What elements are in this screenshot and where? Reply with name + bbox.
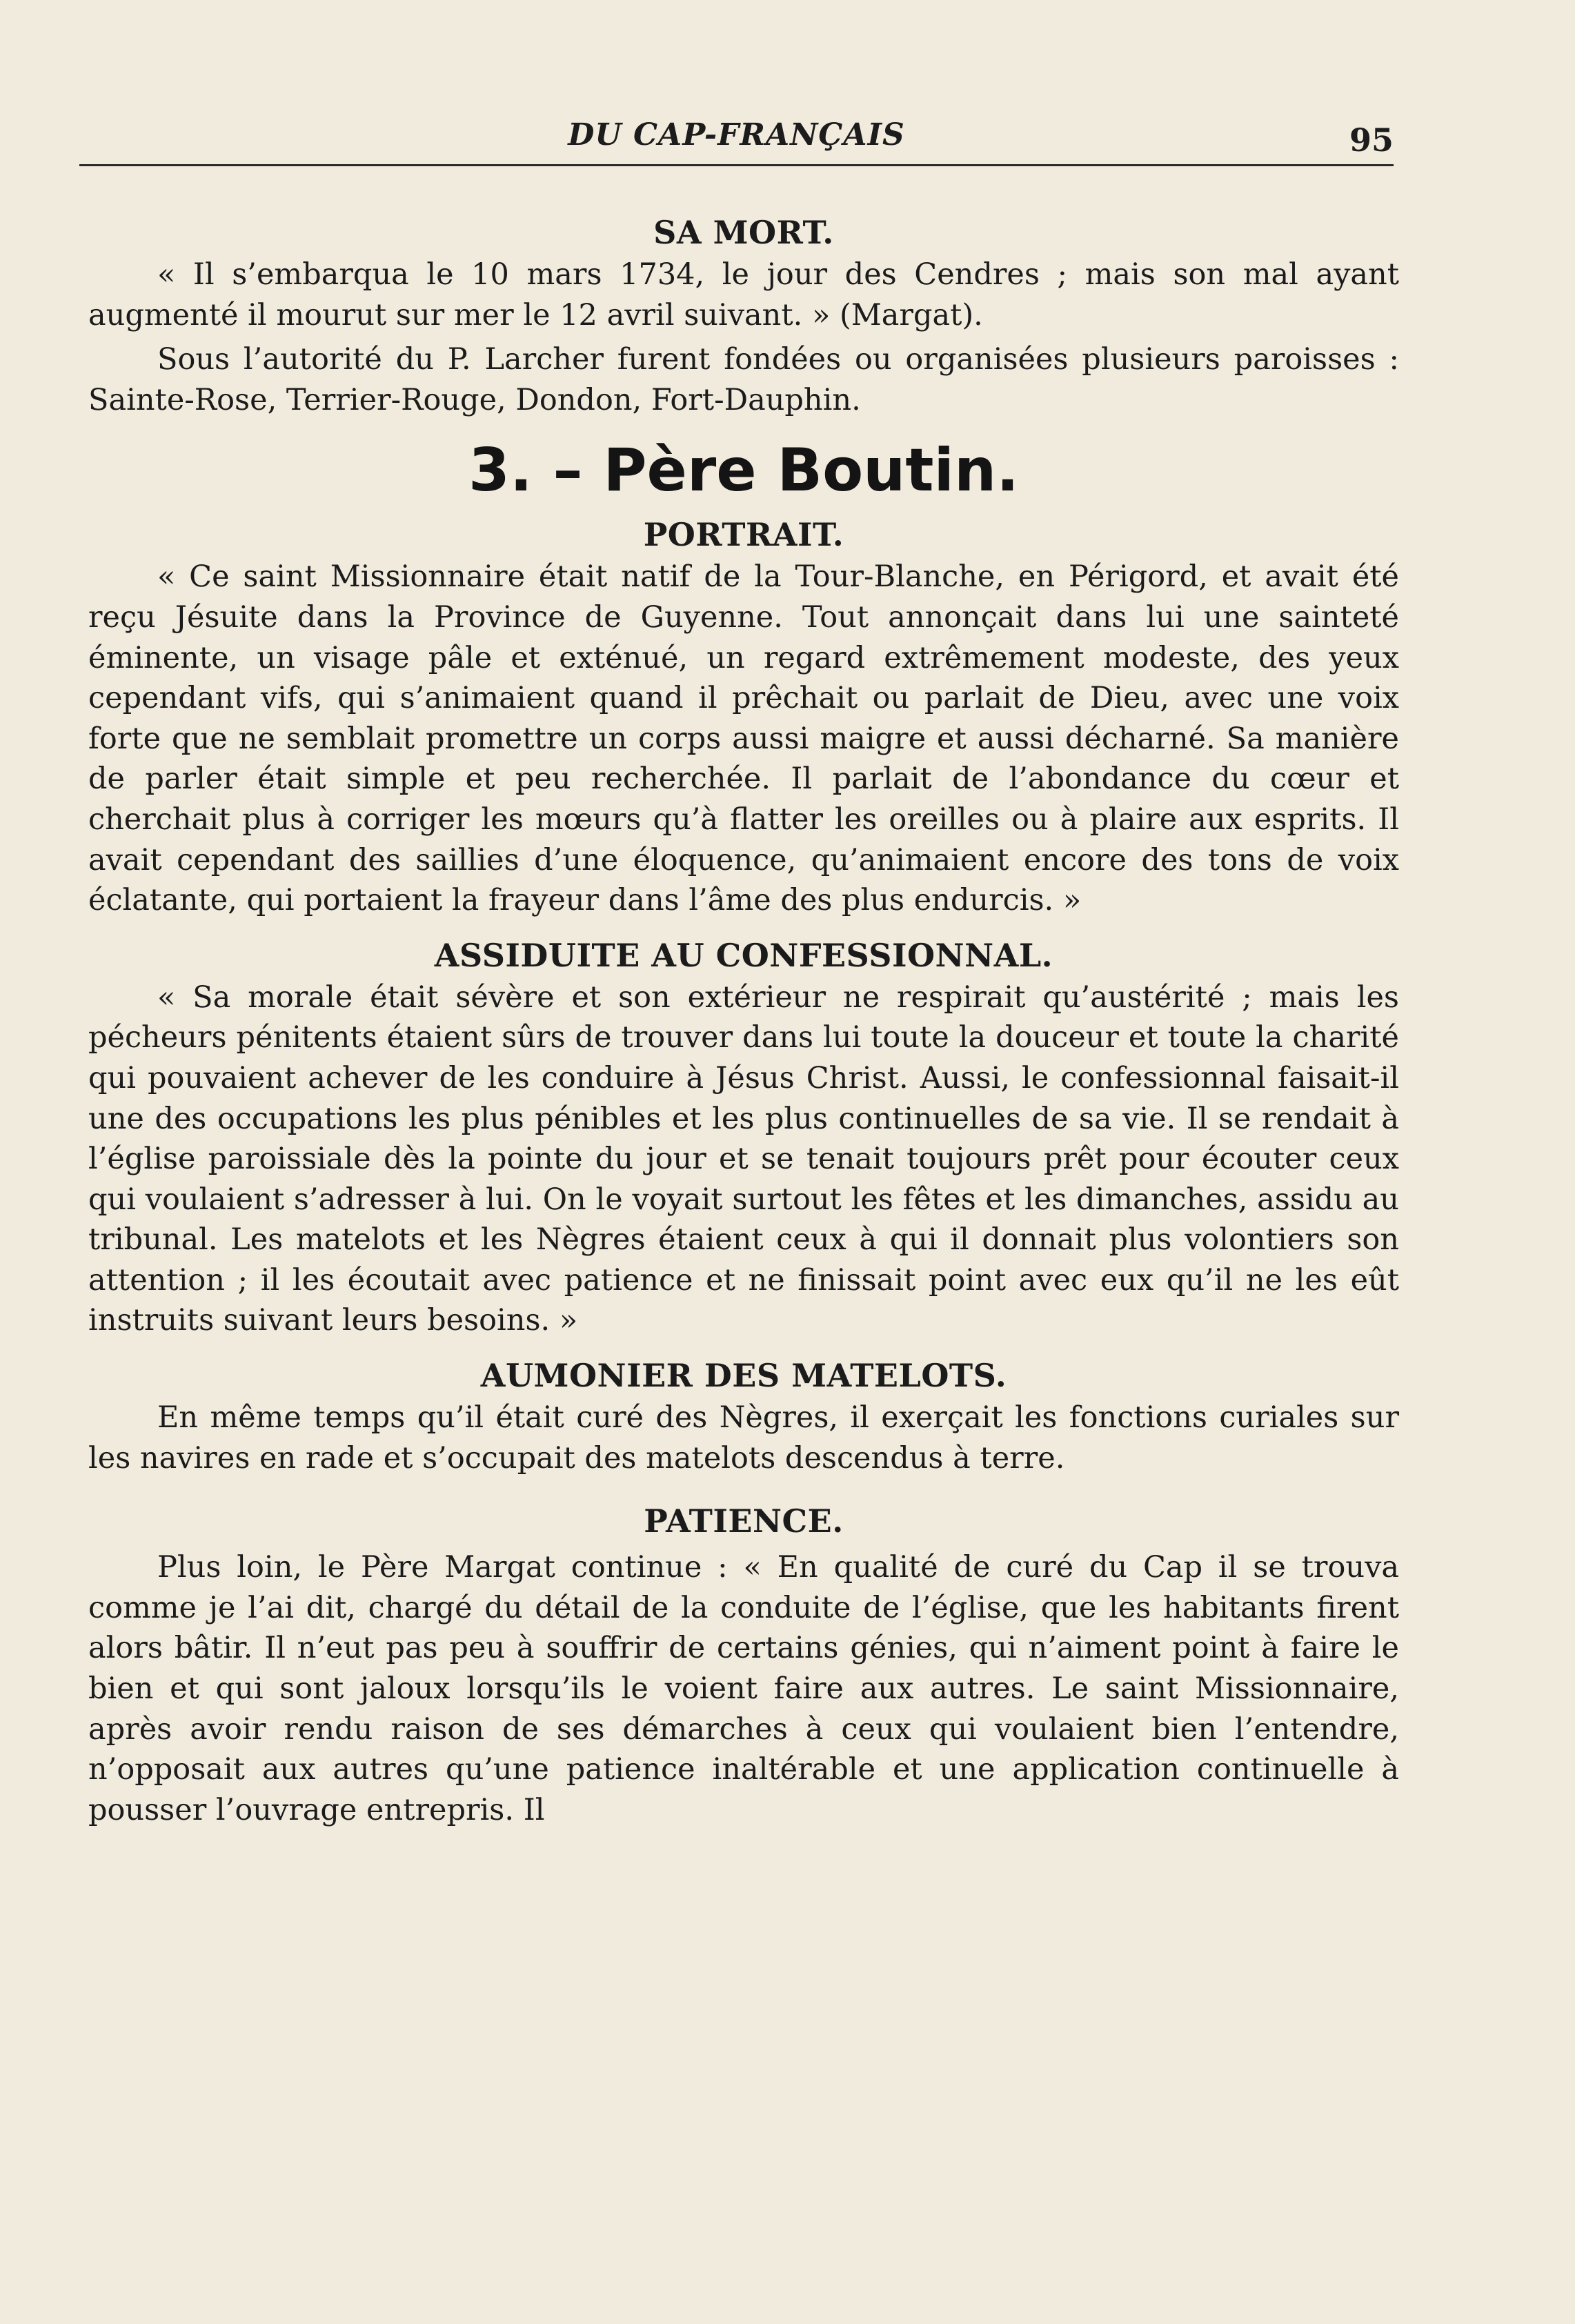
paragraph-sa-mort-2: Sous l’autorité du P. Larcher furent fondées ou organisées plusieurs paroisses : Sainte-Rose, Terrier-Rouge, Dondon, Fort-Dauphin.: [88, 342, 1399, 417]
heading-assiduite: ASSIDUITE AU CONFESSIONNAL.: [434, 936, 1053, 974]
page-number: 95: [1349, 121, 1394, 159]
chapter-title: 3. – Père Boutin.: [468, 436, 1019, 506]
heading-patience: PATIENCE.: [644, 1502, 844, 1540]
page-header: [79, 110, 1394, 166]
paragraph-aumonier: En même temps qu’il était curé des Nègres, il exerçait les fonctions curiales sur les navires en rade et s’occupait des matelots descendus à terre.: [88, 1400, 1399, 1476]
heading-portrait: PORTRAIT.: [643, 516, 844, 554]
paragraph-assiduite: « Sa morale était sévère et son extérieur ne respirait qu’austérité ; mais les pécheurs pénitents étaient sûrs de trouver dans lui toute la douceur et toute la charité qui pouvaient achever de les conduire à Jésus Christ. Aussi, le confessionnal faisait-il une des occupations les plus pénibles et les plus continuelles de sa vie. Il se rendait à l’église paroissiale dès la pointe du jour et se tenait toujours prêt pour écouter ceux qui voulaient s’adresser à lui. On le voyait surtout les fêtes et les dimanches, assidu au tribunal. Les matelots et les Nègres étaient ceux à qui il donnait plus volontiers son attention ; il les écoutait avec patience et ne finissait point avec eux qu’il ne les eût instruits suivant leurs besoins. »: [88, 980, 1399, 1338]
paragraph-portrait: « Ce saint Missionnaire était natif de la Tour-Blanche, en Périgord, et avait été reçu Jésuite dans la Province de Guyenne. Tout annonçait dans lui une sainteté éminente, un visage pâle et exténué, un regard extrêmement modeste, des yeux cependant vifs, qui s’animaient quand il prêchait ou parlait de Dieu, avec une voix forte que ne semblait promettre un corps aussi maigre et aussi décharné. Sa manière de parler était simple et peu recherchée. Il parlait de l’abondance du cœur et cherchait plus à corriger les mœurs qu’à flatter les oreilles ou à plaire aux esprits. Il avait cependant des saillies d’une éloquence, qu’animaient encore des tons de voix éclatante, qui portaient la frayeur dans l’âme des plus endurcis. »: [88, 559, 1399, 918]
page-body: [88, 210, 1399, 1830]
running-title: DU CAP-FRANÇAIS: [568, 117, 905, 152]
heading-sa-mort: SA MORT.: [653, 214, 834, 251]
paragraph-sa-mort-1: « Il s’embarqua le 10 mars 1734, le jour des Cendres ; mais son mal ayant augmenté il mourut sur mer le 12 avril suivant. » (Margat).: [88, 257, 1399, 332]
heading-aumonier: AUMONIER DES MATELOTS.: [480, 1357, 1007, 1395]
header-rule: [79, 164, 1394, 166]
paragraph-patience: Plus loin, le Père Margat continue : « En qualité de curé du Cap il se trouva comme je l’ai dit, chargé du détail de la conduite de l’église, que les habitants firent alors bâtir. Il n’eut pas peu à souffrir de certains génies, qui n’aiment point à faire le bien et qui sont jaloux lorsqu’ils le voient faire aux autres. Le saint Missionnaire, après avoir rendu raison de ses démarches à ceux qui voulaient bien l’entendre, n’opposait aux autres qu’une patience inaltérable et une application continuelle à pousser l’ouvrage entrepris. Il: [88, 1550, 1399, 1827]
